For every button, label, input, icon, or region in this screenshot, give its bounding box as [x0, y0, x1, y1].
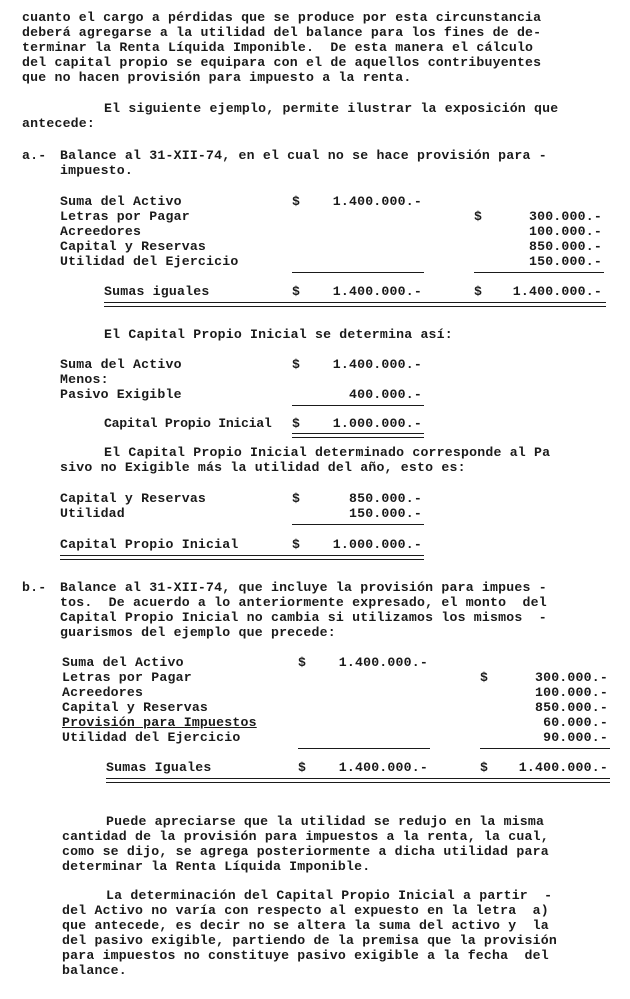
divider-line: [292, 272, 424, 273]
closing-paragraph-line: para impuestos no constituye pasivo exigible a la fecha del: [62, 948, 549, 963]
balance-b-pasivo-value: 100.000.-: [534, 685, 608, 700]
section-b-line: Balance al 31-XII-74, que incluye la provisión para impues -: [60, 580, 547, 595]
balance-a-label: Utilidad del Ejercicio: [60, 254, 239, 269]
cap-label: Utilidad: [60, 506, 125, 521]
currency-symbol: $: [298, 760, 307, 775]
balance-b-pasivo-value: 300.000.-: [534, 670, 608, 685]
divider-line: [292, 524, 424, 525]
double-underline: [292, 433, 424, 434]
balance-b-label: Acreedores: [62, 685, 144, 700]
example-intro-line: antecede:: [22, 116, 96, 131]
balance-a-pasivo-value: 100.000.-: [528, 224, 602, 239]
section-b-line: Capital Propio Inicial no cambia si utilizamos los mismos -: [60, 610, 547, 625]
section-b-line: tos. De acuerdo a lo anteriormente expresado, el monto del: [60, 595, 547, 610]
section-b-marker: b.-: [22, 580, 47, 595]
divider-line: [292, 405, 424, 406]
balance-b-activo-value: 1.400.000.-: [338, 655, 428, 670]
intro-line: que no hacen provisión para impuesto a la renta.: [22, 70, 412, 85]
cap-total-label: Capital Propio Inicial: [60, 537, 239, 552]
divider-line: [480, 748, 610, 749]
divider-line: [474, 272, 604, 273]
balance-a-pasivo-value: 300.000.-: [528, 209, 602, 224]
intro-line: del capital propio se equipara con el de aquellos contribuyentes: [22, 55, 542, 70]
currency-symbol: $: [474, 209, 483, 224]
double-underline: [60, 555, 424, 556]
cpi-suma-label: Suma del Activo: [60, 357, 182, 372]
closing-paragraph-line: del pasivo exigible, partiendo de la premisa que la provisión: [62, 933, 557, 948]
double-underline: [292, 437, 424, 438]
cpi-pasivo-value: 400.000.-: [348, 387, 422, 402]
currency-symbol: $: [292, 194, 301, 209]
section-a-line: Balance al 31-XII-74, en el cual no se hace provisión para -: [60, 148, 547, 163]
balance-b-pasivo-value: 60.000.-: [543, 715, 608, 730]
closing-paragraph-line: del Activo no varía con respecto al expuesto en la letra a): [62, 903, 549, 918]
closing-paragraph-line: que antecede, es decir no se altera la suma del activo y la: [62, 918, 549, 933]
intro-line: deberá agregarse a la utilidad del balance para los fines de de-: [22, 25, 542, 40]
cap-label: Capital y Reservas: [60, 491, 207, 506]
balance-a-pasivo-value: 150.000.-: [528, 254, 602, 269]
paragraph-line: El Capital Propio Inicial determinado corresponde al Pa: [104, 445, 551, 460]
paragraph-line: sivo no Exigible más la utilidad del año, esto es:: [60, 460, 466, 475]
balance-a-label: Suma del Activo: [60, 194, 182, 209]
closing-paragraph-line: Puede apreciarse que la utilidad se redujo en la misma: [106, 814, 545, 829]
balance-b-sumas-left: 1.400.000.-: [338, 760, 428, 775]
cap-total-value: 1.000.000.-: [332, 537, 422, 552]
cap-value: 850.000.-: [348, 491, 422, 506]
balance-a-sumas-left: 1.400.000.-: [332, 284, 422, 299]
balance-b-label: Capital y Reservas: [62, 700, 209, 715]
currency-symbol: $: [298, 655, 307, 670]
double-underline: [104, 306, 606, 307]
cap-value: 150.000.-: [348, 506, 422, 521]
currency-symbol: $: [292, 491, 301, 506]
divider-line: [298, 748, 430, 749]
balance-a-activo-value: 1.400.000.-: [332, 194, 422, 209]
double-underline: [106, 782, 610, 783]
closing-paragraph-line: determinar la Renta Líquida Imponible.: [62, 859, 371, 874]
currency-symbol: $: [474, 284, 483, 299]
intro-line: terminar la Renta Líquida Imponible. De esta manera el cálculo: [22, 40, 534, 55]
balance-b-pasivo-value: 850.000.-: [534, 700, 608, 715]
closing-paragraph-line: cantidad de la provisión para impuestos a la renta, la cual,: [62, 829, 549, 844]
double-underline: [60, 559, 424, 560]
cpi-pasivo-label: Pasivo Exigible: [60, 387, 182, 402]
balance-b-label: Suma del Activo: [62, 655, 184, 670]
currency-symbol: $: [292, 284, 301, 299]
balance-b-label: Utilidad del Ejercicio: [62, 730, 241, 745]
currency-symbol: $: [292, 537, 301, 552]
balance-b-sumas-right: 1.400.000.-: [518, 760, 608, 775]
double-underline: [106, 778, 610, 779]
intro-line: cuanto el cargo a pérdidas que se produce por esta circunstancia: [22, 10, 542, 25]
cpi-suma-value: 1.400.000.-: [332, 357, 422, 372]
cpi-result-label: Capital Propio Inicial: [104, 416, 272, 431]
double-underline: [104, 302, 606, 303]
cpi-result-value: 1.000.000.-: [332, 416, 422, 431]
balance-b-pasivo-value: 90.000.-: [543, 730, 608, 745]
closing-paragraph-line: balance.: [62, 963, 127, 978]
closing-paragraph-line: como se dijo, se agrega posteriormente a dicha utilidad para: [62, 844, 549, 859]
balance-a-label: Acreedores: [60, 224, 142, 239]
currency-symbol: $: [292, 357, 301, 372]
balance-b-label: Letras por Pagar: [62, 670, 192, 685]
closing-paragraph-line: La determinación del Capital Propio Inicial a partir -: [106, 888, 553, 903]
currency-symbol: $: [480, 670, 489, 685]
balance-b-label: Provisión para Impuestos: [62, 715, 257, 730]
cpi-heading: El Capital Propio Inicial se determina así:: [104, 327, 453, 342]
balance-a-label: Capital y Reservas: [60, 239, 207, 254]
currency-symbol: $: [292, 416, 301, 431]
balance-a-label: Letras por Pagar: [60, 209, 190, 224]
balance-a-pasivo-value: 850.000.-: [528, 239, 602, 254]
example-intro-line: El siguiente ejemplo, permite ilustrar la exposición que: [104, 101, 559, 116]
section-a-marker: a.-: [22, 148, 47, 163]
balance-a-sumas-label: Sumas iguales: [104, 284, 210, 299]
balance-b-sumas-label: Sumas Iguales: [106, 760, 212, 775]
cpi-menos-label: Menos:: [60, 372, 109, 387]
section-a-line: impuesto.: [60, 163, 134, 178]
balance-a-sumas-right: 1.400.000.-: [512, 284, 602, 299]
section-b-line: guarismos del ejemplo que precede:: [60, 625, 336, 640]
currency-symbol: $: [480, 760, 489, 775]
